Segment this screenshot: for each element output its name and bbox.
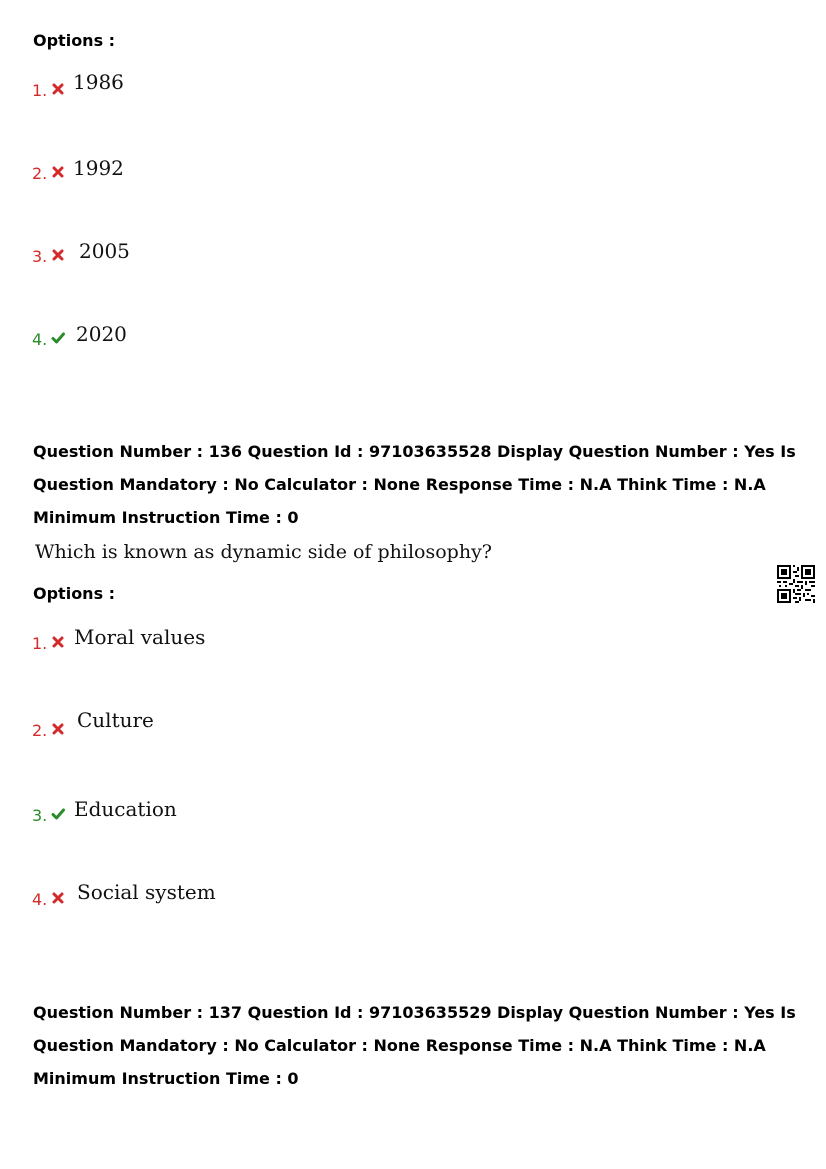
cross-icon — [51, 248, 65, 262]
check-icon — [51, 807, 65, 821]
cross-icon — [51, 82, 65, 96]
option-number: 1. — [32, 634, 48, 653]
option-text: Social system — [77, 880, 216, 904]
option-number: 1. — [32, 81, 48, 100]
option-text: 1986 — [73, 70, 124, 94]
check-icon — [51, 331, 65, 345]
options-label: Options : — [33, 31, 116, 50]
option-text: 2005 — [79, 239, 130, 263]
cross-icon — [51, 891, 65, 905]
question-meta: Question Number : 137 Question Id : 97103635529 Display Question Number : Yes Is Question Mandatory : No Calculator : None Response Time : N.A Think Time : N.A Minimum Instruction Time : 0 — [33, 1003, 796, 1088]
cross-icon — [51, 165, 65, 179]
option-text: 1992 — [73, 156, 124, 180]
question-meta: Question Number : 136 Question Id : 97103635528 Display Question Number : Yes Is Question Mandatory : No Calculator : None Response Time : N.A Think Time : N.A Minimum Instruction Time : 0 — [33, 442, 796, 527]
options-label: Options : — [33, 584, 116, 603]
option-number: 3. — [32, 247, 48, 266]
question-text: Which is known as dynamic side of philosophy? — [35, 541, 492, 563]
option-number: 2. — [32, 164, 48, 183]
cross-icon — [51, 635, 65, 649]
option-number: 4. — [32, 330, 48, 349]
option-text: Education — [74, 797, 177, 821]
option-number: 3. — [32, 806, 48, 825]
option-number: 4. — [32, 890, 48, 909]
qr-code-icon — [777, 565, 815, 603]
option-text: Culture — [77, 708, 154, 732]
option-text: 2020 — [76, 322, 127, 346]
option-number: 2. — [32, 721, 48, 740]
option-text: Moral values — [74, 625, 206, 649]
cross-icon — [51, 722, 65, 736]
